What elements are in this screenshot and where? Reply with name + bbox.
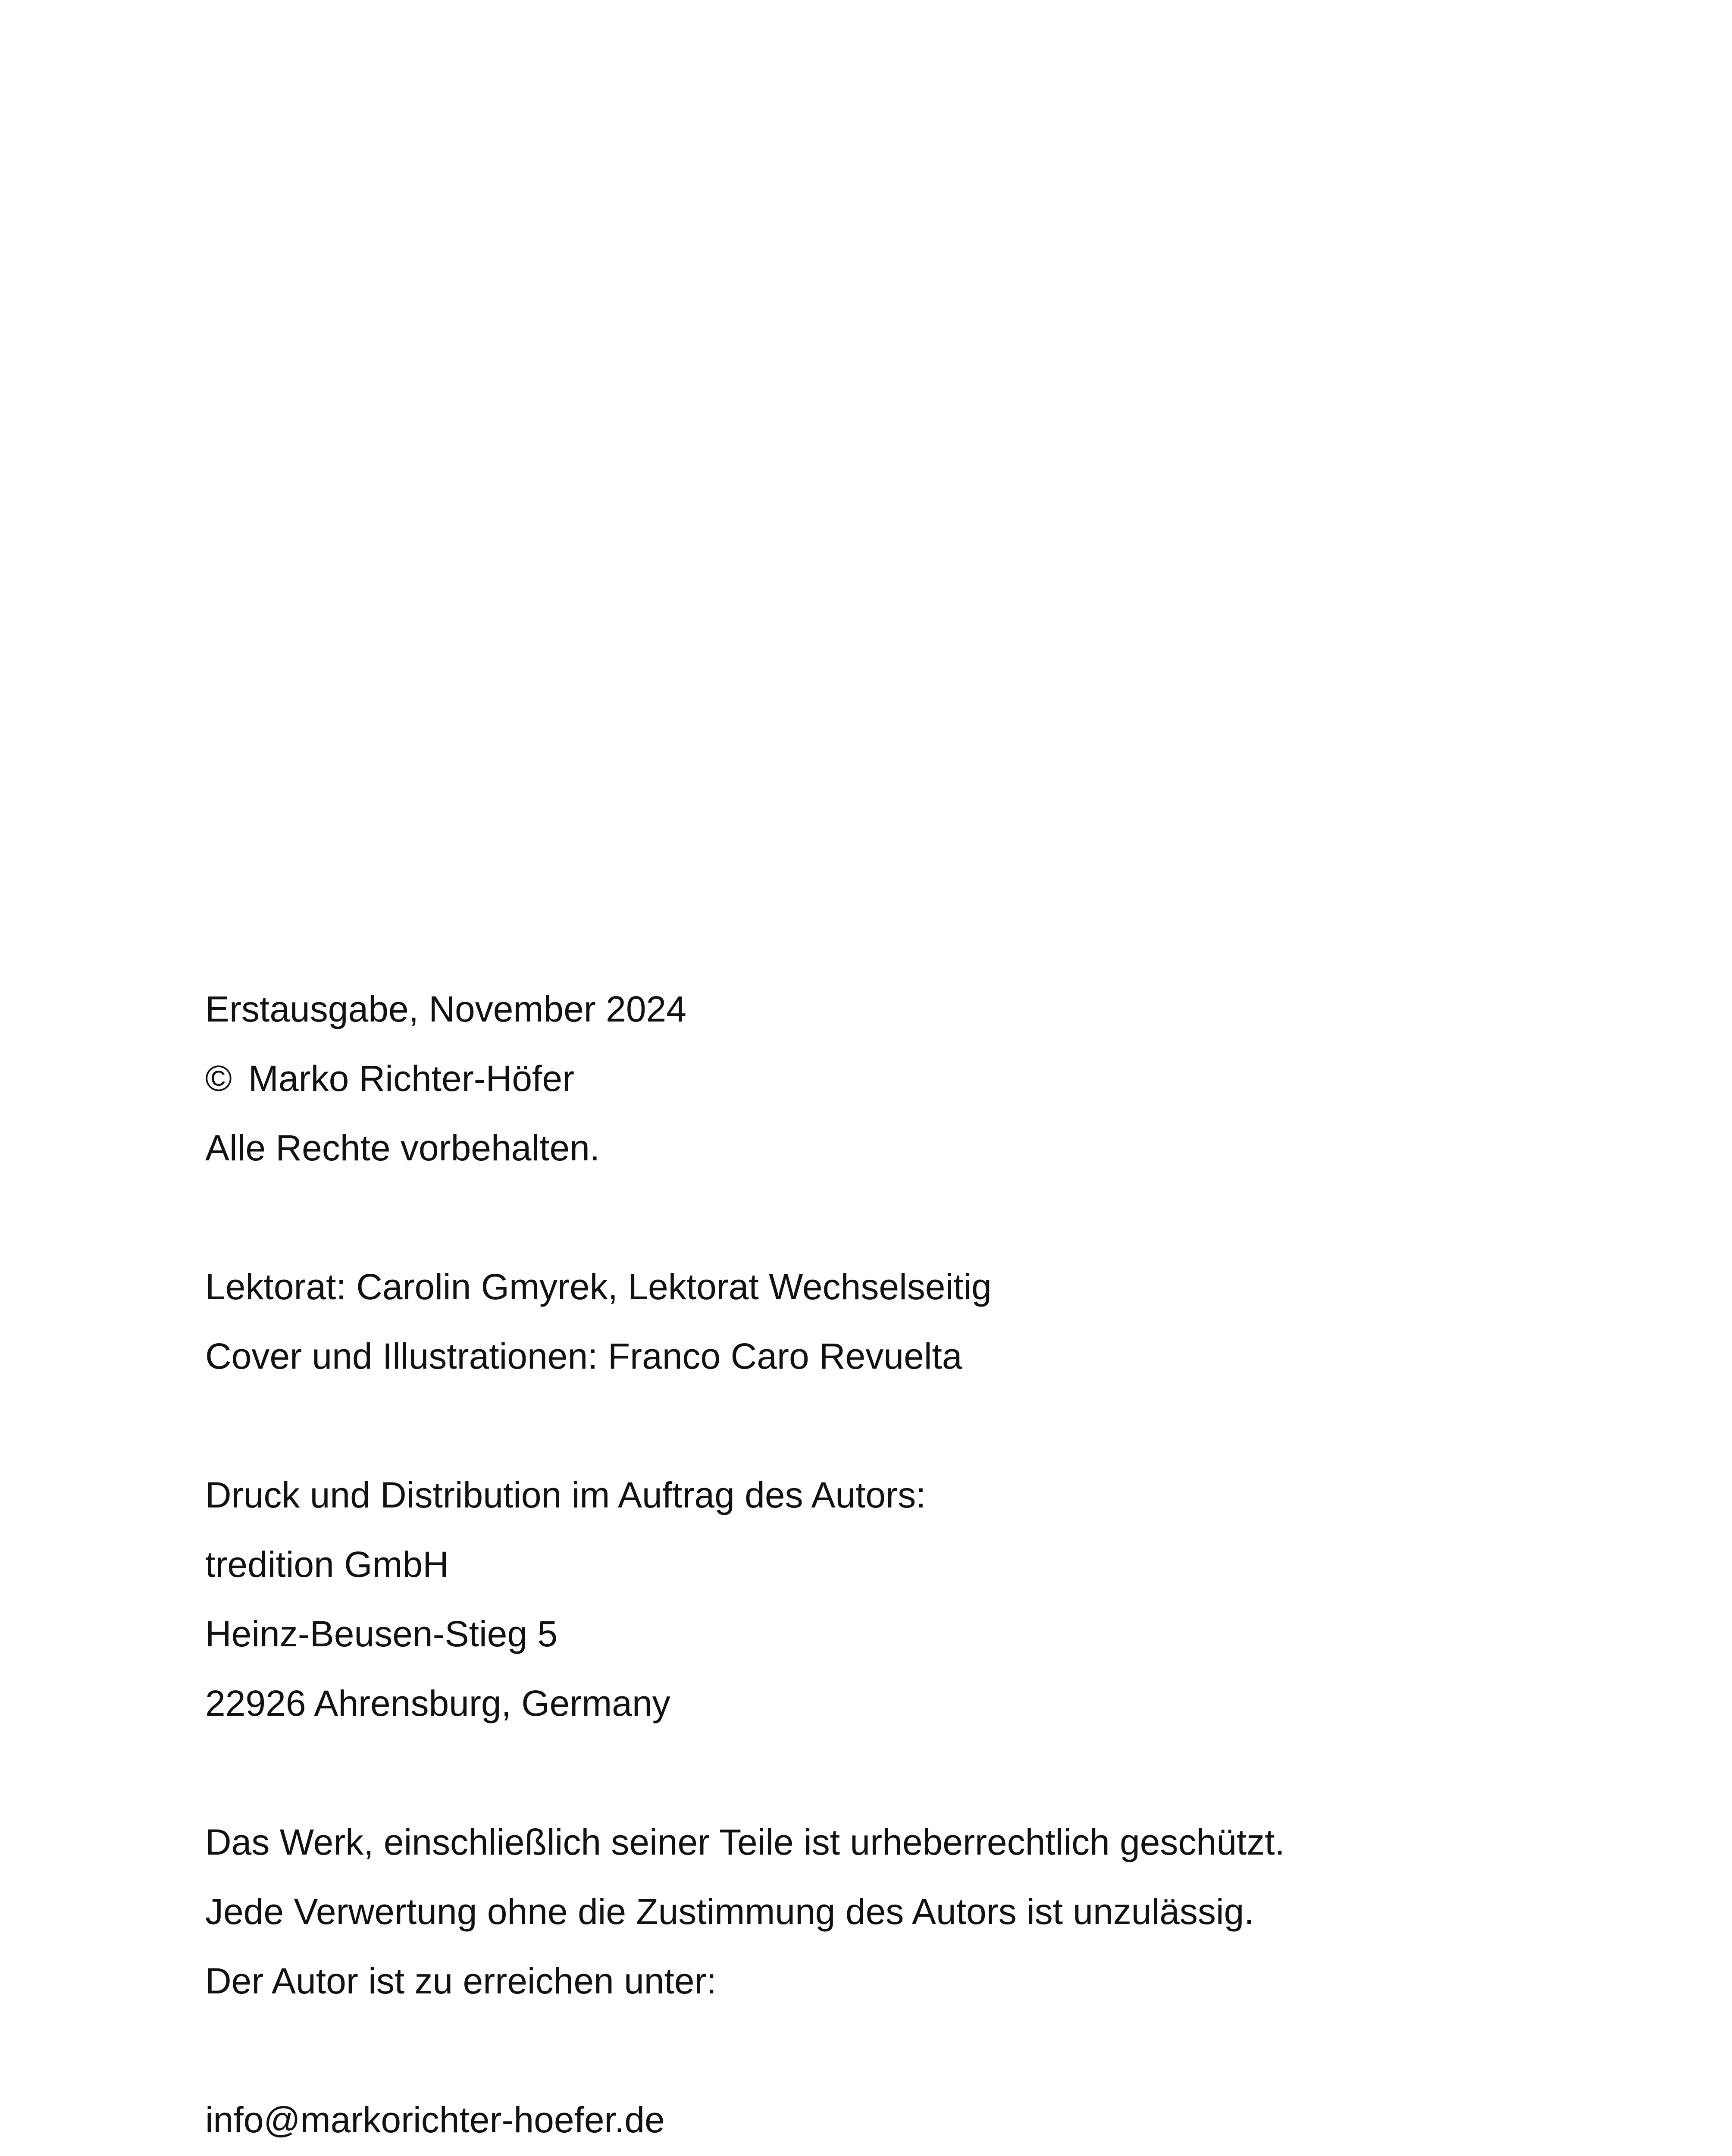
copyright-line [205, 1044, 1628, 1113]
publisher-street: Heinz-Beusen-Stieg 5 [205, 1614, 558, 1654]
spacer [205, 1738, 1628, 1808]
editing-credit: Lektorat: Carolin Gmyrek, Lektorat Wechselseitig [205, 1266, 992, 1307]
publisher-name: tredition GmbH [205, 1544, 449, 1585]
spacer [205, 1391, 1628, 1460]
rights-line: Alle Rechte vorbehalten. [205, 1128, 600, 1168]
first-edition-line: Erstausgabe, November 2024 [205, 989, 686, 1029]
copyright-symbol: © [205, 1058, 232, 1099]
contact-intro: Der Autor ist zu erreichen unter: [205, 1961, 717, 2001]
imprint-block [205, 975, 1628, 2155]
author-email: info@markorichter-hoefer.de [205, 2100, 665, 2140]
cover-credit: Cover und Illustrationen: Franco Caro Revuelta [205, 1336, 962, 1376]
spacer [205, 1183, 1628, 1252]
spacer [205, 2016, 1628, 2085]
publisher-intro: Druck und Distribution im Auftrag des Autors: [205, 1475, 926, 1515]
copyright-notice: Das Werk, einschließlich seiner Teile ist urheberrechtlich geschützt. [205, 1822, 1285, 1862]
copyright-holder: Marko Richter-Höfer [248, 1058, 575, 1099]
publisher-city: 22926 Ahrensburg, Germany [205, 1683, 670, 1724]
consent-notice: Jede Verwertung ohne die Zustimmung des Autors ist unzulässig. [205, 1891, 1254, 1932]
